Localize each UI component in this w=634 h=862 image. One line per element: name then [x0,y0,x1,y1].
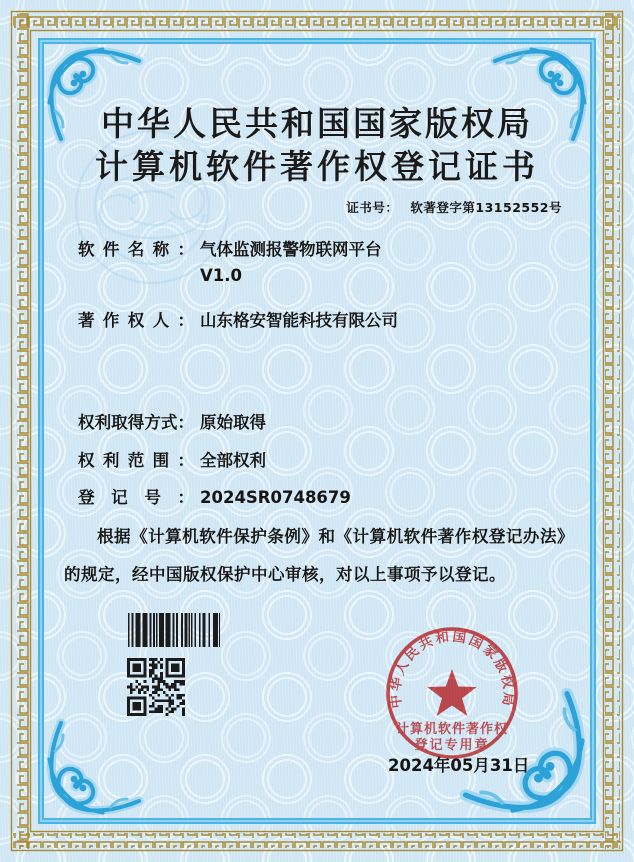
official-seal [382,623,522,763]
certificate-number [346,198,562,216]
field-value: 2024SR0748679 [200,488,351,507]
registration-statement: 根据《计算机软件保护条例》和《计算机软件著作权登记办法》的规定，经中国版权保护中心审核，对以上事项予以登记。 [64,527,574,584]
field-value: 原始取得 [200,413,266,432]
qr-code-icon [127,658,185,716]
field-rights-scope [78,451,266,474]
field-label: 权利范围： [78,451,194,470]
certificate-title: 计算机软件著作权登记证书 [95,147,539,186]
field-value: 山东格安智能科技有限公司 [200,311,398,330]
field-registration-number [78,488,351,511]
certificate-number-label: 证书号： [346,200,399,215]
field-software-name [78,240,382,289]
authority-title: 中华人民共和国国家版权局 [101,104,533,143]
registration-date: 2024年05月31日 [388,756,530,775]
field-label: 登记号： [78,488,194,507]
certificate-number-value: 软著登字第13152552号 [410,200,562,215]
field-label: 权利取得方式： [78,413,194,432]
software-version: V1.0 [200,266,242,285]
field-acquisition-method [78,413,266,436]
software-name: 气体监测报警物联网平台 [200,240,382,259]
barcode-icon [128,613,220,647]
seal-arc-text: 中华人民共和国国家版权局 [387,628,517,710]
field-value: 全部权利 [200,451,266,470]
seal-text-line1: 计算机软件著作权 [395,722,509,737]
red-star-icon [427,669,476,716]
field-copyright-owner [78,311,398,334]
field-value [200,237,382,289]
field-label: 著作权人： [78,311,194,330]
field-label: 软件名称： [78,240,194,259]
seal-text-line2: 登记专用章 [414,738,490,753]
